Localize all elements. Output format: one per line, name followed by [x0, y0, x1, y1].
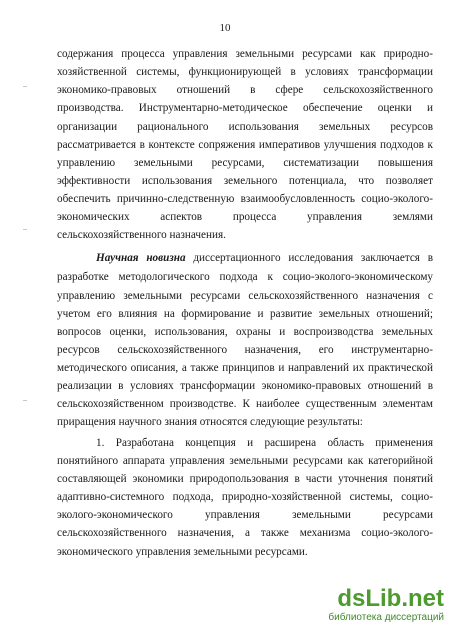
- text-line: производства. Инструментарно-методическое обеспечение оценки и: [57, 102, 433, 114]
- text-line: разработке методологического подхода к социо-эколого-экономическому: [57, 271, 433, 283]
- text-line: учетом его влияния на формирование и развитие земельных отношений;: [57, 308, 433, 320]
- text-line: хозяйственной системы, функционирующей в условиях трансформации: [57, 66, 433, 78]
- text-line: понятийного аппарата управления земельными ресурсами как категорийной: [57, 455, 433, 467]
- margin-mark: [23, 400, 27, 401]
- page-number: 10: [219, 22, 231, 34]
- text-line: приращения научного знания относятся следующие результаты:: [57, 416, 363, 428]
- text-line: экономико-правовых отношений в сфере сельскохозяйственного: [57, 84, 433, 96]
- text-line: 1. Разработана концепция и расширена область применения: [96, 437, 433, 449]
- text-line: эколого-экономического управления земельными ресурсами: [57, 509, 433, 521]
- text-line: рассматривается в контексте сопряжения императивов улучшения подходов к: [57, 139, 433, 151]
- text-line: реализации в условиях трансформации экономико-правовых отношений в: [57, 380, 433, 392]
- watermark-subtitle: библиотека диссертаций: [328, 612, 444, 623]
- text-line: обеспечить причинно-следственную взаимообусловленность социо-эколого-: [57, 193, 433, 205]
- margin-mark: [23, 229, 27, 230]
- text-line: ресурсов сельскохозяйственного назначения, его инструментарно-: [57, 344, 433, 356]
- text-line: экономического управления земельными ресурсами.: [57, 546, 308, 558]
- text-line: вопросов оценки, использования, охраны и воспроизводства земельных: [57, 326, 433, 338]
- text-line: управлению земельными ресурсами, систематизации повышения: [57, 157, 433, 169]
- text-line-rest: диссертационного исследования заключается в: [193, 252, 434, 264]
- text-line: адаптивно-системного подхода, природно-хозяйственной системы, социо-: [57, 491, 433, 503]
- text-line: управлению земельными ресурсами сельскохозяйственного назначения с: [57, 290, 433, 302]
- text-line: сельскохозяйственном производстве. К наиболее существенным элементам: [57, 398, 433, 410]
- text-line: экономических аспектов процесса управления землями: [57, 211, 433, 223]
- watermark-brand: dsLib.net: [337, 585, 444, 612]
- text-line: сельскохозяйственного назначения, а также механизма социо-эколого-: [57, 527, 433, 539]
- text-line: организации рационального использования земельных ресурсов: [57, 121, 433, 133]
- emphasis-phrase: Научная новизна: [96, 252, 186, 264]
- margin-mark: [23, 86, 27, 87]
- text-line: содержания процесса управления земельными ресурсами как природно-: [57, 48, 433, 60]
- text-line: эффективности использования земельного потенциала, что позволяет: [57, 175, 433, 187]
- text-line-emphasis: [96, 249, 433, 267]
- text-line: составляющей экономики природопользования в части уточнения понятий: [57, 473, 433, 485]
- watermark-logo: [314, 586, 444, 624]
- text-line: сельскохозяйственного назначения.: [57, 229, 226, 241]
- text-line: методического описания, а также принципов и направлений их практической: [57, 362, 433, 374]
